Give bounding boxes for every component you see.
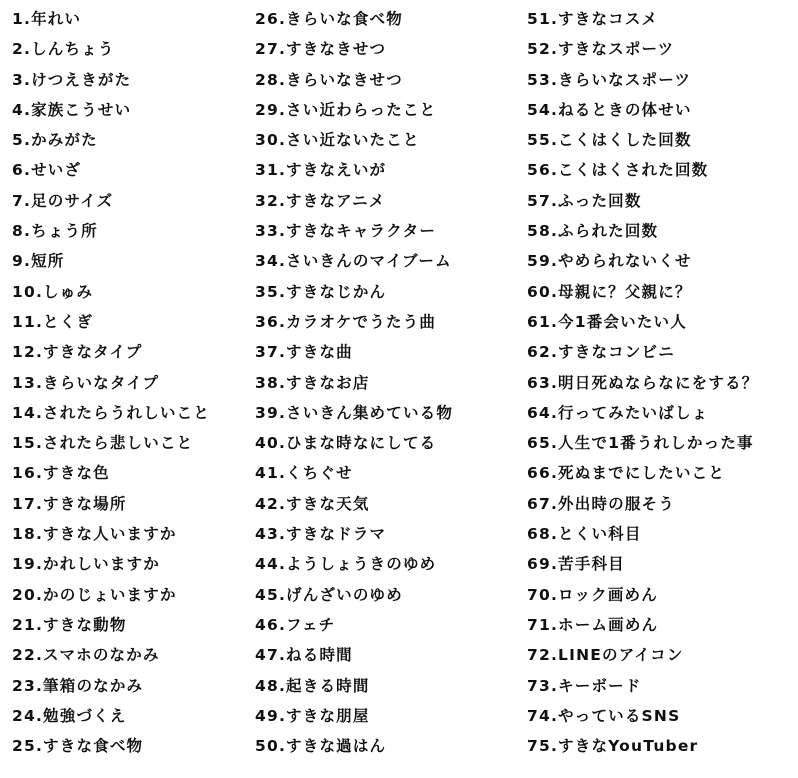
list-item: 59.やめられないくせ	[527, 252, 692, 271]
list-item: 71.ホーム画めん	[527, 615, 659, 634]
list-item: 69.苦手科目	[527, 555, 625, 574]
list-item: 31.すきなえいが	[255, 161, 387, 180]
list-item: 46.フェチ	[255, 615, 336, 634]
list-item: 73.キーボード	[527, 676, 642, 695]
list-item: 29.さい近わらったこと	[255, 100, 437, 119]
list-item: 72.LINEのアイコン	[527, 646, 684, 665]
list-item: 63.明日死ぬならなにをする？	[527, 373, 759, 392]
list-item: 15.されたら悲しいこと	[12, 434, 194, 453]
question-column-1	[12, 4, 252, 761]
list-item: 2.しんちょう	[12, 40, 115, 59]
list-item: 61.今1番会いたい人	[527, 312, 687, 331]
list-item: 33.すきなキャラクター	[255, 222, 437, 241]
list-item: 57.ふった回数	[527, 191, 642, 210]
list-item: 64.行ってみたいばしょ	[527, 403, 709, 422]
list-item: 42.すきな天気	[255, 494, 370, 513]
question-column-3	[527, 4, 795, 761]
list-item: 13.きらいなタイプ	[12, 373, 160, 392]
list-item: 38.すきなお店	[255, 373, 370, 392]
list-item: 66.死ぬまでにしたいこと	[527, 464, 726, 483]
list-item: 43.すきなドラマ	[255, 525, 387, 544]
list-item: 4.家族こうせい	[12, 100, 132, 119]
list-item: 21.すきな動物	[12, 615, 127, 634]
list-item: 1.年れい	[12, 10, 82, 28]
list-item: 54.ねるときの体せい	[527, 100, 692, 119]
list-item: 56.こくはくされた回数	[527, 161, 709, 180]
list-item: 6.せいざ	[12, 161, 82, 180]
list-item: 27.すきなきせつ	[255, 40, 387, 59]
list-item: 11.とくぎ	[12, 312, 94, 331]
list-item: 12.すきなタイプ	[12, 343, 143, 362]
list-item: 74.やっているSNS	[527, 706, 681, 725]
list-item: 5.かみがた	[12, 131, 98, 150]
list-item: 22.スマホのなかみ	[12, 646, 160, 665]
list-item: 75.すきなYouTuber	[527, 737, 699, 756]
list-item: 37.すきな曲	[255, 343, 353, 362]
list-item: 28.きらいなきせつ	[255, 70, 403, 89]
list-item: 65.人生で1番うれしかった事	[527, 434, 754, 453]
question-column-2	[255, 4, 523, 761]
list-item: 16.すきな色	[12, 464, 110, 483]
list-item: 26.きらいな食べ物	[255, 10, 403, 28]
list-item: 47.ねる時間	[255, 646, 353, 665]
list-item: 32.すきなアニメ	[255, 191, 386, 210]
list-item: 36.カラオケでうたう曲	[255, 312, 437, 331]
list-item: 9.短所	[12, 252, 65, 271]
list-item: 41.くちぐせ	[255, 464, 353, 483]
list-item: 7.足のサイズ	[12, 191, 114, 210]
list-item: 53.きらいなスポーツ	[527, 70, 692, 89]
list-item: 45.げんざいのゆめ	[255, 585, 403, 604]
list-item: 8.ちょう所	[12, 222, 98, 241]
list-item: 3.けつえきがた	[12, 70, 132, 89]
list-item: 49.すきな朋屋	[255, 706, 370, 725]
list-item: 58.ふられた回数	[527, 222, 659, 241]
list-item: 52.すきなスポーツ	[527, 40, 675, 59]
list-item: 40.ひまな時なにしてる	[255, 434, 437, 453]
list-item: 24.勉強づくえ	[12, 706, 127, 725]
list-item: 35.すきなじかん	[255, 282, 387, 301]
list-item: 25.すきな食べ物	[12, 737, 144, 756]
list-item: 67.外出時の服そう	[527, 494, 675, 513]
list-item: 30.さい近ないたこと	[255, 131, 420, 150]
list-item: 39.さいきん集めている物	[255, 403, 454, 422]
list-item: 55.こくはくした回数	[527, 131, 692, 150]
list-item: 20.かのじょいますか	[12, 585, 177, 604]
list-item: 60.母親に？父親に？	[527, 282, 692, 301]
list-item: 23.筆箱のなかみ	[12, 676, 144, 695]
list-item: 62.すきなコンビニ	[527, 343, 675, 362]
list-item: 70.ロック画めん	[527, 585, 658, 604]
list-item: 17.すきな場所	[12, 494, 127, 513]
list-item: 34.さいきんのマイブーム	[255, 252, 452, 271]
list-item: 14.されたらうれしいこと	[12, 403, 211, 422]
list-item: 50.すきな過はん	[255, 737, 387, 756]
list-item: 18.すきな人いますか	[12, 525, 177, 544]
list-item: 19.かれしいますか	[12, 555, 160, 574]
list-item: 51.すきなコスメ	[527, 10, 659, 28]
list-item: 68.とくい科目	[527, 525, 642, 544]
list-item: 44.ようしょうきのゆめ	[255, 555, 437, 574]
list-item: 48.起きる時間	[255, 676, 370, 695]
list-item: 10.しゅみ	[12, 282, 94, 301]
